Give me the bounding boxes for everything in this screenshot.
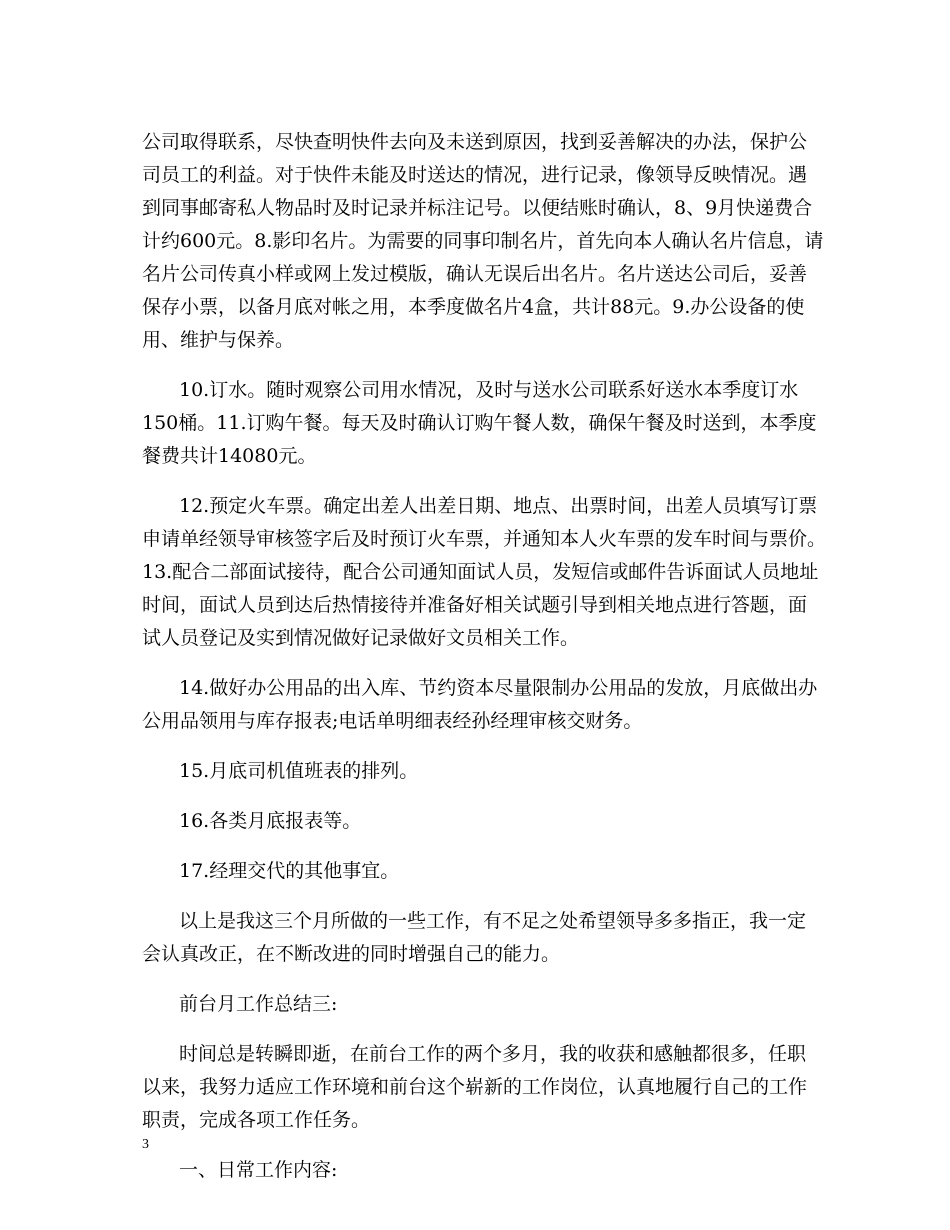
text-line: 公司取得联系，尽快查明快件去向及未送到原因，找到妥善解决的办法，保护公 — [142, 131, 808, 153]
text-line: 餐费共计14080元。 — [142, 445, 317, 467]
text-line: 14.做好办公用品的出入库、节约资本尽量限制办公用品的发放，月底做出办 — [179, 677, 818, 699]
text-line: 13.配合二部面试接待，配合公司通知面试人员，发短信或邮件告诉面试人员地址 — [142, 561, 819, 583]
text-line: 以来，我努力适应工作环境和前台这个崭新的工作岗位，认真地履行自己的工作 — [142, 1076, 808, 1098]
text-line: 10.订水。随时观察公司用水情况，及时与送水公司联系好送水本季度订水 — [179, 379, 799, 401]
text-line: 保存小票，以备月底对帐之用，本季度做名片4盒，共计88元。9.办公设备的使 — [142, 296, 805, 318]
text-line: 用、维护与保养。 — [142, 329, 295, 351]
text-line: 16.各类月底报表等。 — [179, 810, 362, 832]
text-line: 名片公司传真小样或网上发过模版，确认无误后出名片。名片送达公司后，妥善 — [142, 263, 808, 285]
text-line: 职责，完成各项工作任务。 — [142, 1109, 371, 1131]
text-line: 计约600元。8.影印名片。为需要的同事印制名片，首先向本人确认名片信息，请 — [142, 230, 824, 252]
text-line: 申请单经领导审核签字后及时预订火车票，并通知本人火车票的发车时间与票价。 — [142, 528, 827, 550]
page-number: 3 — [142, 1137, 149, 1152]
text-line: 时间，面试人员到达后热情接待并准备好相关试题引导到相关地点进行答题，面 — [142, 594, 808, 616]
text-line: 到同事邮寄私人物品时及时记录并标注记号。以便结账时确认，8、9月快递费合 — [142, 197, 813, 219]
text-line: 17.经理交代的其他事宜。 — [179, 860, 400, 882]
text-line: 15.月底司机值班表的排列。 — [179, 760, 419, 782]
text-line: 时间总是转瞬即逝，在前台工作的两个多月，我的收获和感触都很多，任职 — [179, 1043, 807, 1065]
text-line: 150桶。11.订购午餐。每天及时确认订购午餐人数，确保午餐及时送到，本季度 — [142, 412, 817, 434]
text-line: 会认真改正，在不断改进的同时增强自己的能力。 — [142, 943, 561, 965]
text-line: 司员工的利益。对于快件未能及时送达的情况，进行记录，像领导反映情况。遇 — [142, 164, 808, 186]
text-line: 公用品领用与库存报表;电话单明细表经孙经理审核交财务。 — [142, 710, 643, 732]
section-heading: 一、日常工作内容: — [179, 1159, 338, 1181]
text-line: 12.预定火车票。确定出差人出差日期、地点、出票时间，出差人员填写订票 — [179, 495, 818, 517]
text-line: 以上是我这三个月所做的一些工作，有不足之处希望领导多多指正，我一定 — [179, 910, 807, 932]
section-heading: 前台月工作总结三: — [179, 993, 338, 1015]
text-line: 试人员登记及实到情况做好记录做好文员相关工作。 — [142, 627, 580, 649]
